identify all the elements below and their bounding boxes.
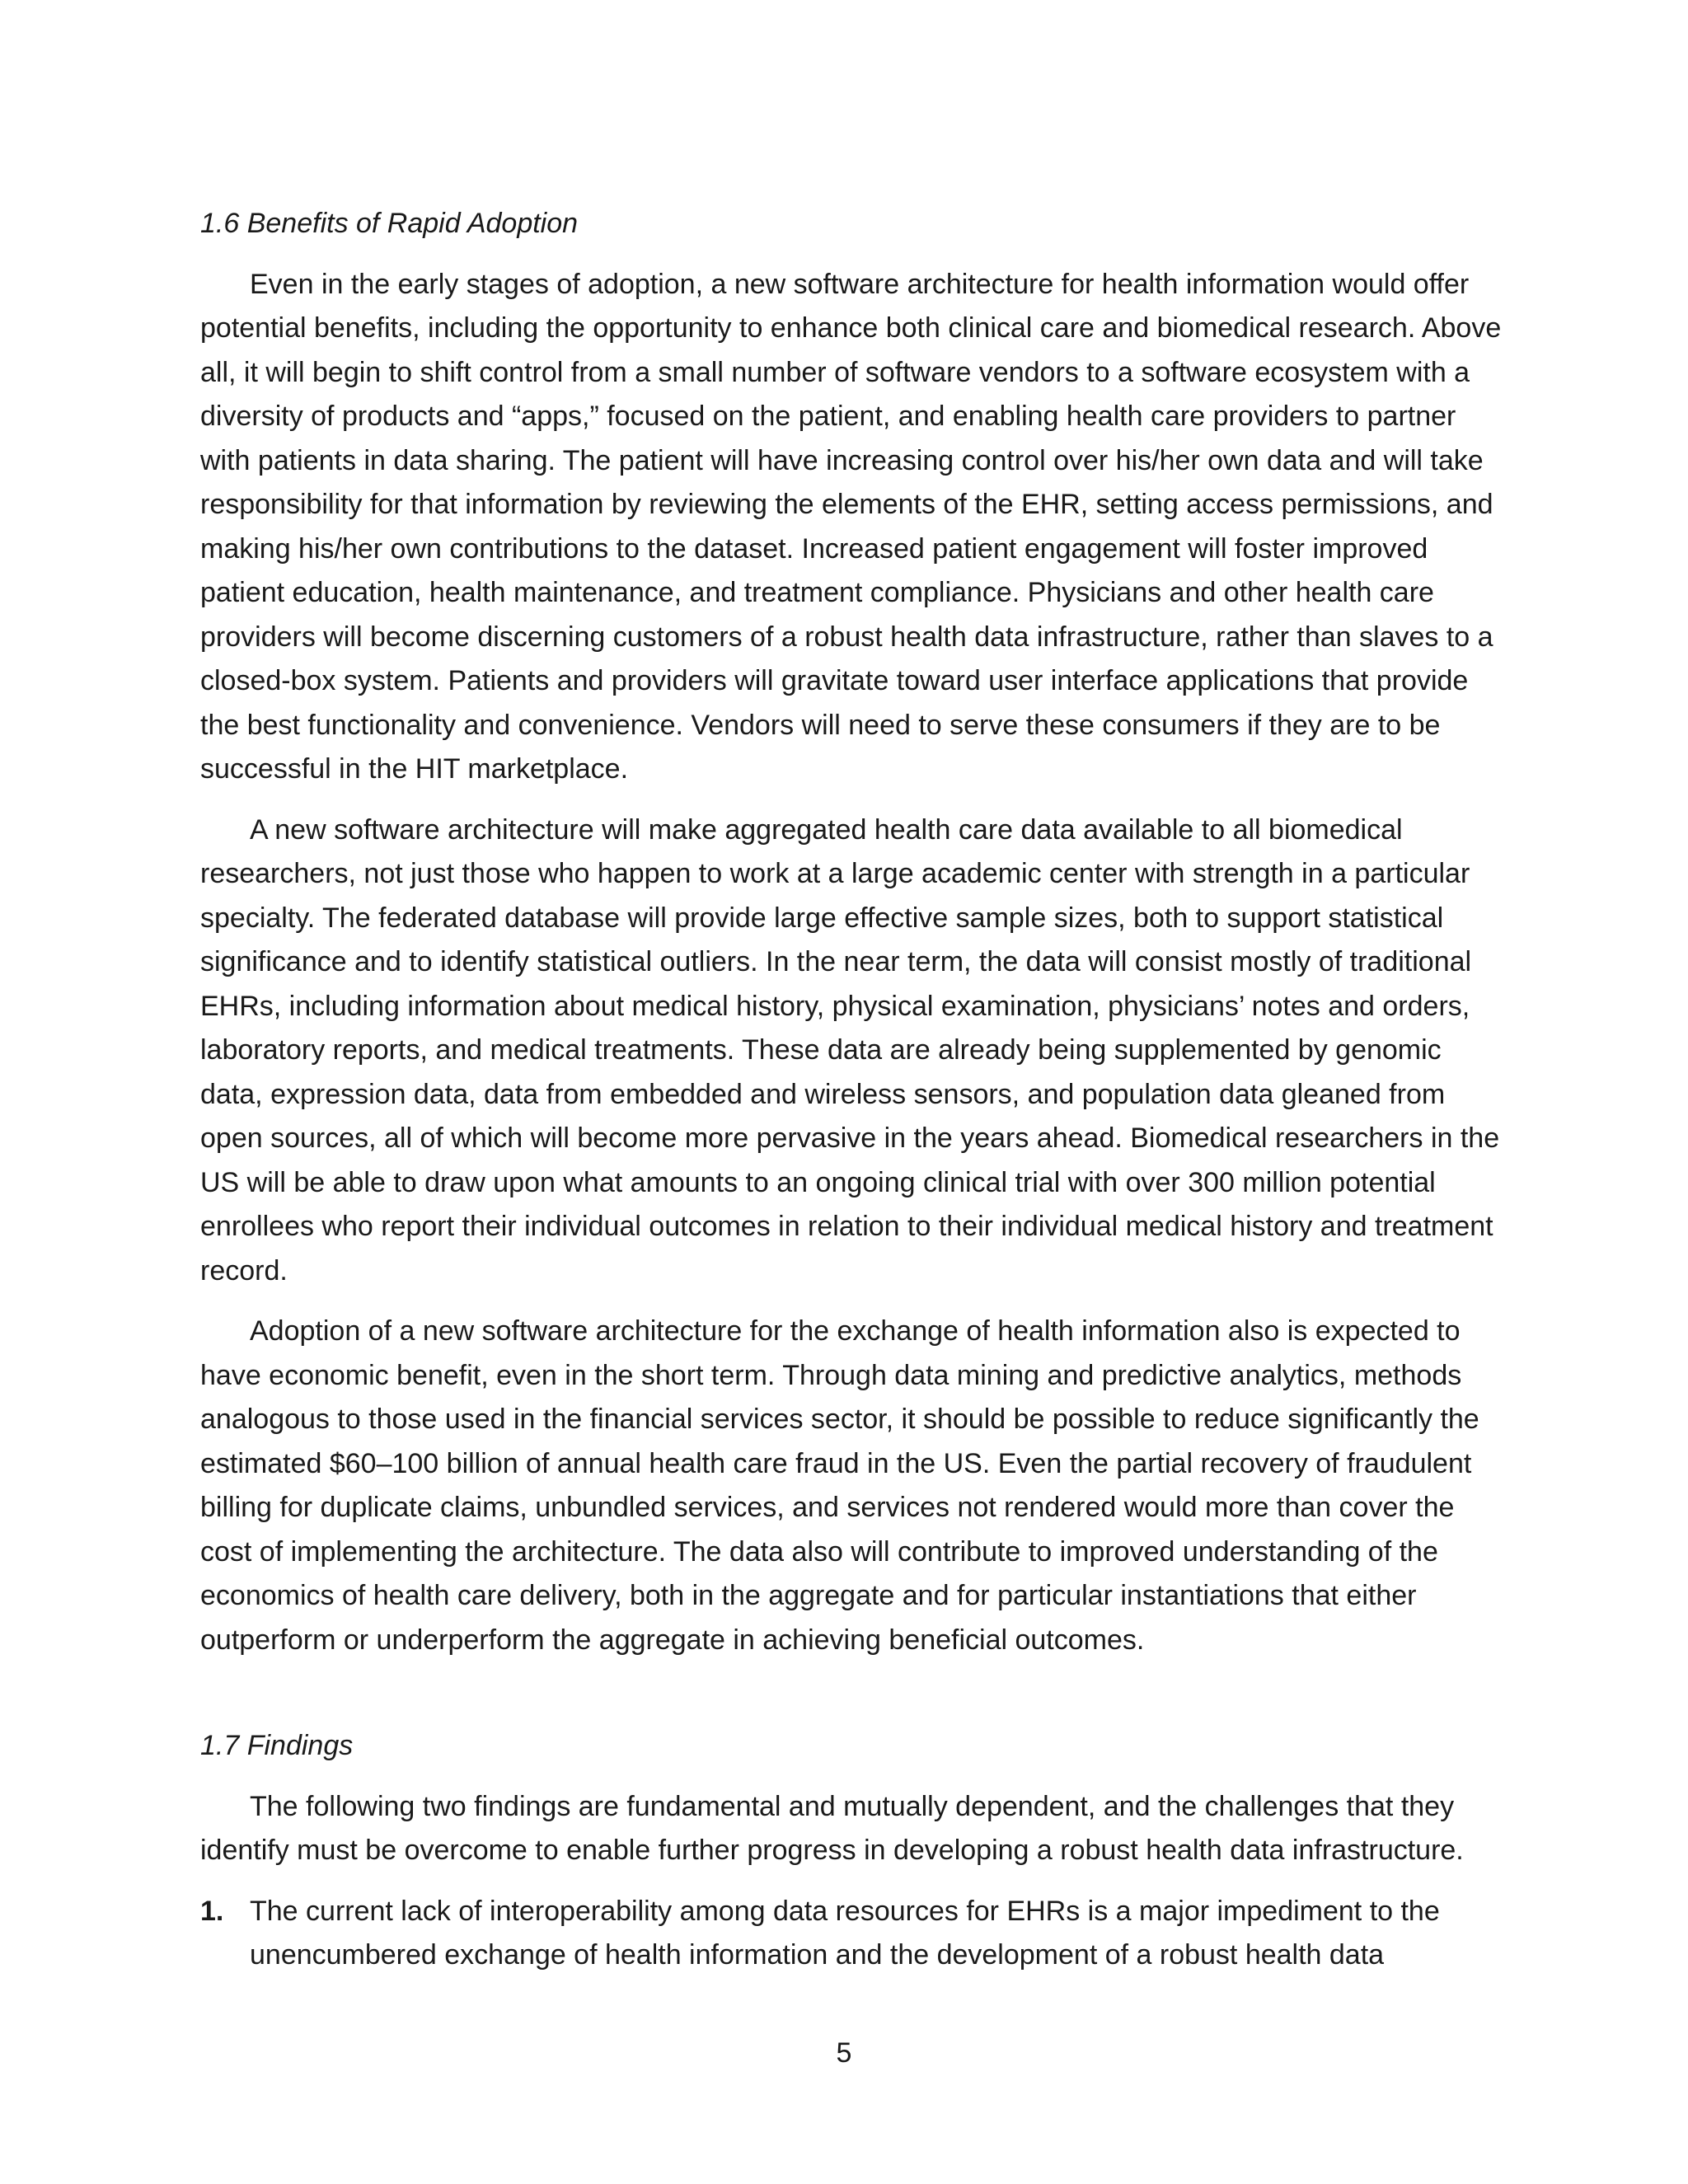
page-content [200,202,1503,1978]
finding-number: 1. [200,1895,224,1927]
paragraph-benefits-3: Adoption of a new software architecture for the exchange of health information also is expected to have economic benefit, even in the short term. Through data mining and predictive analytics, methods analogous to those used in the financial services sector, it should be possible to reduce significantly the estimated $60–100 billion of annual health care fraud in the US. Even the partial recovery of fraudulent billing for duplicate claims, unbundled services, and services not rendered would more than cover the cost of implementing the architecture. The data also will contribute to improved understanding of the economics of health care delivery, both in the aggregate and for particular instantiations that either outperform or underperform the aggregate in achieving beneficial outcomes. [200,1315,1479,1656]
paragraph-benefits-2: A new software architecture will make aggregated health care data available to all biomedical researchers, not just those who happen to work at a large academic center with strength in a particular specialty. The federated database will provide large effective sample sizes, both to support statistical significance and to identify statistical outliers. In the near term, the data will consist mostly of traditional EHRs, including information about medical history, physical examination, physicians’ notes and orders, laboratory reports, and medical treatments. These data are already being supplemented by genomic data, expression data, data from embedded and wireless sensors, and population data gleaned from open sources, all of which will become more pervasive in the years ahead. Biomedical researchers in the US will be able to draw upon what amounts to an ongoing clinical trial with over 300 million potential enrollees who report their individual outcomes in relation to their individual medical history and treatment record. [200,813,1500,1286]
finding-text: The current lack of interoperability among data resources for EHRs is a major impediment to the unencumbered exchange of health information and the development of a robust health data [250,1895,1440,1971]
section-heading-1-7: 1.7 Findings [200,1730,354,1761]
paragraph-findings-intro: The following two findings are fundamental and mutually dependent, and the challenges that they identify must be overcome to enable further progress in developing a robust health data infrastructure. [200,1790,1464,1866]
page-number: 5 [836,2037,852,2069]
finding-item [200,1890,1503,1978]
section-heading-1-6: 1.6 Benefits of Rapid Adoption [200,208,579,239]
paragraph-benefits-1: Even in the early stages of adoption, a new software architecture for health information would offer potential benefits, including the opportunity to enhance both clinical care and biomedical research. Above all, it will begin to shift control from a small number of software vendors to a software ecosystem with a diversity of products and “apps,” focused on the patient, and enabling health care providers to partner with patients in data sharing. The patient will have increasing control over his/her own data and will take responsibility for that information by reviewing the elements of the EHR, setting access permissions, and making his/her own contributions to the dataset. Increased patient engagement will foster improved patient education, health maintenance, and treatment compliance. Physicians and other health care providers will become discerning customers of a robust health data infrastructure, rather than slaves to a closed-box system. Patients and providers will gravitate toward user interface applications that provide the best functionality and convenience. Vendors will need to serve these consumers if they are to be successful in the HIT marketplace. [200,268,1502,785]
